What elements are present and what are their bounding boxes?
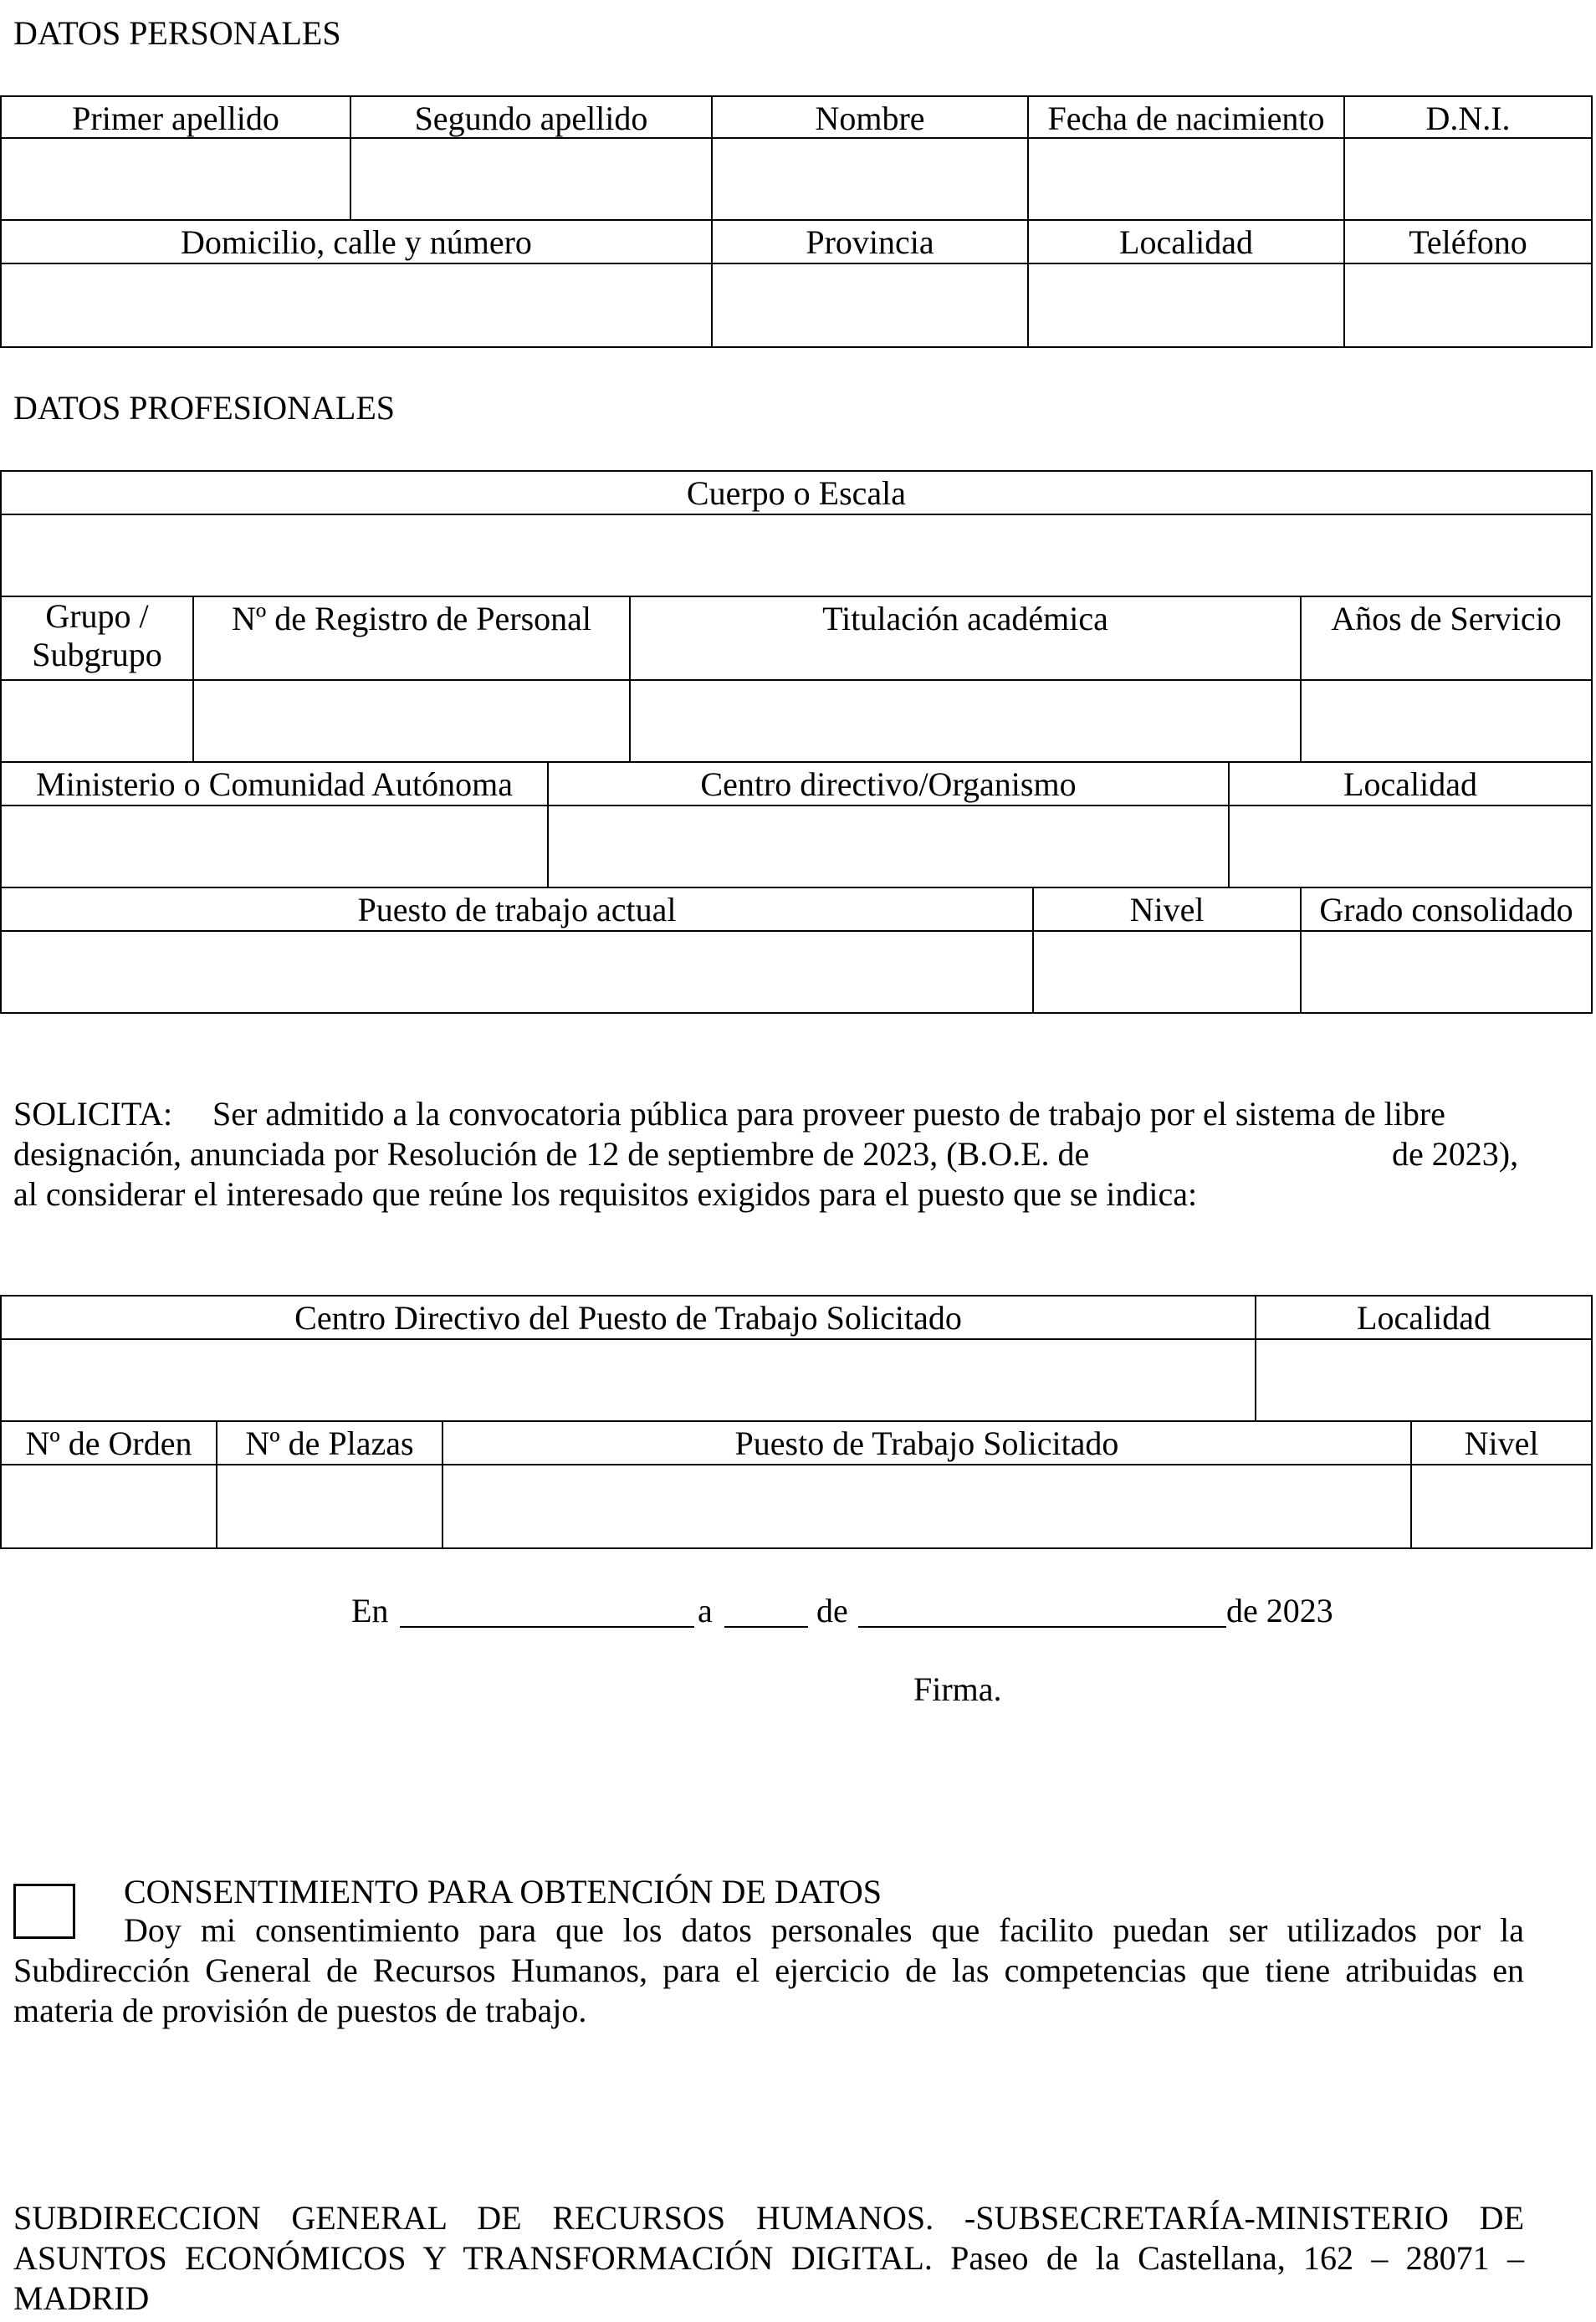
field-localidad-profesional[interactable] (1228, 805, 1593, 888)
footer-address: SUBDIRECCION GENERAL DE RECURSOS HUMANOS. -SUBSECRETARÍA-MINISTERIO DE ASUNTOS ECONÓMICOS Y TRANSFORMACIÓN DIGITAL. Paseo de la Castellana, 162 – 28071 – MADRID (13, 2199, 1524, 2317)
field-nivel-solicitado[interactable] (1410, 1464, 1593, 1549)
label-provincia: Provincia (711, 219, 1029, 264)
label-nombre: Nombre (711, 95, 1029, 139)
consent-text: Doy mi consentimiento para que los datos personales que facilito puedan ser utilizados por la Subdirección General de Recursos Humanos, para el ejercicio de las competencias que tiene atribuidas en materia de provisión de puestos de trabajo. (13, 1911, 1524, 2029)
label-registro-personal: Nº de Registro de Personal (192, 596, 631, 681)
label-fecha-nacimiento: Fecha de nacimiento (1027, 95, 1345, 139)
field-localidad-solicitado[interactable] (1255, 1338, 1593, 1422)
field-dni[interactable] (1343, 137, 1593, 221)
solicita-line-3: al considerar el interesado que reúne los requisitos exigidos para el puesto que se indica: (13, 1175, 1198, 1213)
consent-title: CONSENTIMIENTO PARA OBTENCIÓN DE DATOS (124, 1873, 882, 1910)
section-heading-professional: DATOS PROFESIONALES (13, 389, 396, 427)
field-grupo-subgrupo[interactable] (0, 679, 194, 763)
label-telefono: Teléfono (1343, 219, 1593, 264)
label-localidad-profesional: Localidad (1228, 761, 1593, 806)
firma-label: Firma. (913, 1670, 1002, 1708)
field-nombre[interactable] (711, 137, 1029, 221)
label-segundo-apellido: Segundo apellido (350, 95, 713, 139)
field-ministerio[interactable] (0, 805, 549, 888)
field-localidad-personal[interactable] (1027, 263, 1345, 348)
field-numero-orden[interactable] (0, 1464, 217, 1549)
label-grupo-subgrupo: Grupo / Subgrupo (0, 596, 194, 681)
field-provincia[interactable] (711, 263, 1029, 348)
field-nivel-actual[interactable] (1032, 930, 1302, 1014)
solicita-line-1: Ser admitido a la convocatoria pública para proveer puesto de trabajo por el sistema de libre (212, 1095, 1445, 1133)
label-numero-plazas: Nº de Plazas (216, 1420, 443, 1465)
field-centro-solicitado[interactable] (0, 1338, 1256, 1422)
label-numero-orden: Nº de Orden (0, 1420, 217, 1465)
field-numero-plazas[interactable] (216, 1464, 443, 1549)
date-de-label: de (816, 1592, 848, 1629)
label-ministerio: Ministerio o Comunidad Autónoma (0, 761, 549, 806)
solicita-label: SOLICITA: (13, 1095, 173, 1133)
field-centro-directivo[interactable] (547, 805, 1230, 888)
label-nivel-solicitado: Nivel (1410, 1420, 1593, 1465)
date-month-blank[interactable] (858, 1626, 1226, 1628)
label-anos-servicio: Años de Servicio (1300, 596, 1593, 681)
field-primer-apellido[interactable] (0, 137, 351, 221)
label-primer-apellido: Primer apellido (0, 95, 351, 139)
label-centro-solicitado: Centro Directivo del Puesto de Trabajo Solicitado (0, 1295, 1256, 1340)
label-grado-consolidado: Grado consolidado (1300, 887, 1593, 932)
date-year-label: de 2023 (1226, 1592, 1333, 1629)
field-puesto-solicitado[interactable] (442, 1464, 1412, 1549)
field-segundo-apellido[interactable] (350, 137, 713, 221)
label-localidad-personal: Localidad (1027, 219, 1345, 264)
date-place-blank[interactable] (400, 1626, 694, 1628)
date-en-label: En (351, 1592, 389, 1629)
label-nivel-actual: Nivel (1032, 887, 1302, 932)
field-grado-consolidado[interactable] (1300, 930, 1593, 1014)
label-centro-directivo: Centro directivo/Organismo (547, 761, 1230, 806)
field-telefono[interactable] (1343, 263, 1593, 348)
field-domicilio[interactable] (0, 263, 713, 348)
label-cuerpo-escala: Cuerpo o Escala (0, 470, 1593, 515)
label-domicilio: Domicilio, calle y número (0, 219, 713, 264)
label-dni: D.N.I. (1343, 95, 1593, 139)
label-puesto-actual: Puesto de trabajo actual (0, 887, 1034, 932)
label-titulacion: Titulación académica (629, 596, 1302, 681)
date-day-blank[interactable] (724, 1626, 808, 1628)
label-puesto-solicitado: Puesto de Trabajo Solicitado (442, 1420, 1412, 1465)
field-cuerpo-escala[interactable] (0, 514, 1593, 597)
field-registro-personal[interactable] (192, 679, 631, 763)
field-titulacion[interactable] (629, 679, 1302, 763)
field-anos-servicio[interactable] (1300, 679, 1593, 763)
label-localidad-solicitado: Localidad (1255, 1295, 1593, 1340)
section-heading-personal: DATOS PERSONALES (13, 14, 341, 52)
field-fecha-nacimiento[interactable] (1027, 137, 1345, 221)
solicita-line-2a: designación, anunciada por Resolución de 12 de septiembre de 2023, (B.O.E. de (13, 1135, 1090, 1173)
date-a-label: a (698, 1592, 713, 1629)
field-puesto-actual[interactable] (0, 930, 1034, 1014)
solicita-line-2b: de 2023), (1392, 1135, 1519, 1173)
